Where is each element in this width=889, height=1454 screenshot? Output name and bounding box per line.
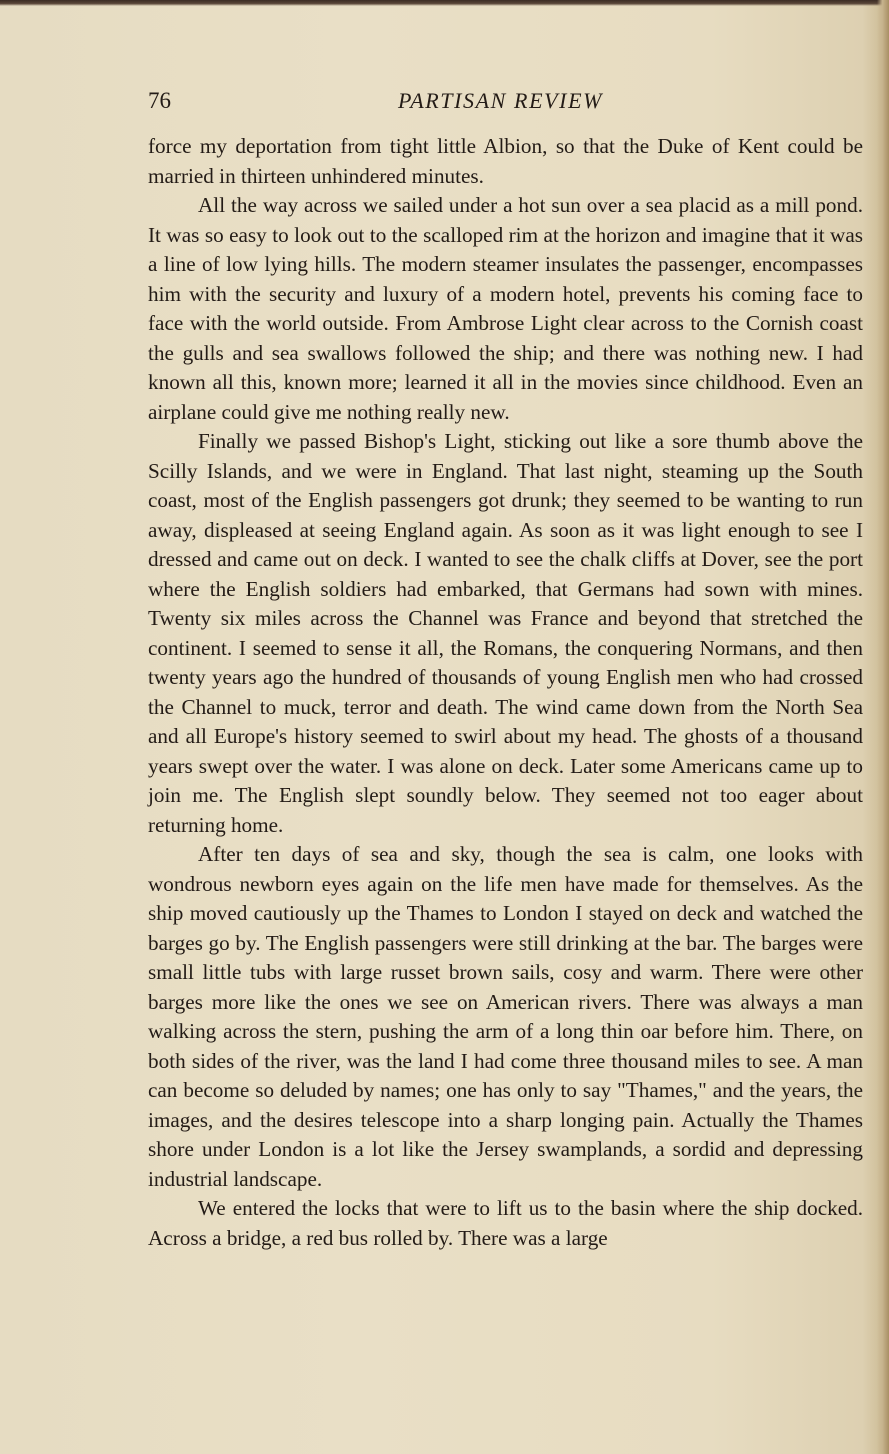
paragraph-4: After ten days of sea and sky, though the sea is calm, one looks with wondrous newborn eyes again on the life men have made for themselves. As the ship moved cautiously up the Thames to London I stayed on deck and watched the barges go by. The English passengers were still drinking at the bar. The barges were small little tubs with large russet brown sails, cosy and warm. There were other barges more like the ones we see on American rivers. There was always a man walking across the stern, pushing the arm of a long thin oar before him. There, on both sides of the river, was the land I had come three thousand miles to see. A man can become so deluded by names; one has only to say "Thames," and the years, the images, and the desires telescope into a sharp longing pain. Actually the Thames shore under London is a lot like the Jersey swamplands, a sordid and depressing industrial landscape. (148, 842, 863, 1191)
page-number: 76 (148, 88, 171, 113)
top-edge-shadow (0, 0, 889, 6)
running-head: PARTISAN REVIEW (398, 88, 604, 113)
paragraph-5: We entered the locks that were to lift us to the basin where the ship docked. Across a bridge, a red bus rolled by. There was a large (148, 1196, 863, 1250)
page-right-edge (877, 0, 889, 1454)
paragraph-3: Finally we passed Bishop's Light, sticking out like a sore thumb above the Scilly Islands, and we were in England. That last night, steaming up the South coast, most of the English passengers got drunk; they seemed to be wanting to run away, displeased at seeing England again. As soon as it was light enough to see I dressed and came out on deck. I wanted to see the chalk cliffs at Dover, see the port where the English soldiers had embarked, that Germans had sown with mines. Twenty six miles across the Channel was France and beyond that stretched the continent. I seemed to sense it all, the Romans, the conquering Normans, and then twenty years ago the hundred of thousands of young English men who had crossed the Channel to muck, terror and death. The wind came down from the North Sea and all Europe's history seemed to swirl about my head. The ghosts of a thousand years swept over the water. I was alone on deck. Later some Americans came up to join me. The English slept soundly below. They seemed not too eager about returning home. (148, 429, 863, 837)
paragraph-1: force my deportation from tight little Albion, so that the Duke of Kent could be married in thirteen unhindered minutes. (148, 134, 863, 188)
paragraph-2: All the way across we sailed under a hot sun over a sea placid as a mill pond. It was so easy to look out to the scalloped rim at the horizon and imagine that it was a line of low lying hills. The modern steamer insulates the passenger, encompasses him with the security and luxury of a modern hotel, prevents his coming face to face with the world outside. From Ambrose Light clear across to the Cornish coast the gulls and sea swallows followed the ship; and there was nothing new. I had known all this, known more; learned it all in the movies since childhood. Even an airplane could give me nothing really new. (148, 193, 863, 424)
page-header (148, 88, 863, 120)
body-text (148, 132, 863, 1253)
